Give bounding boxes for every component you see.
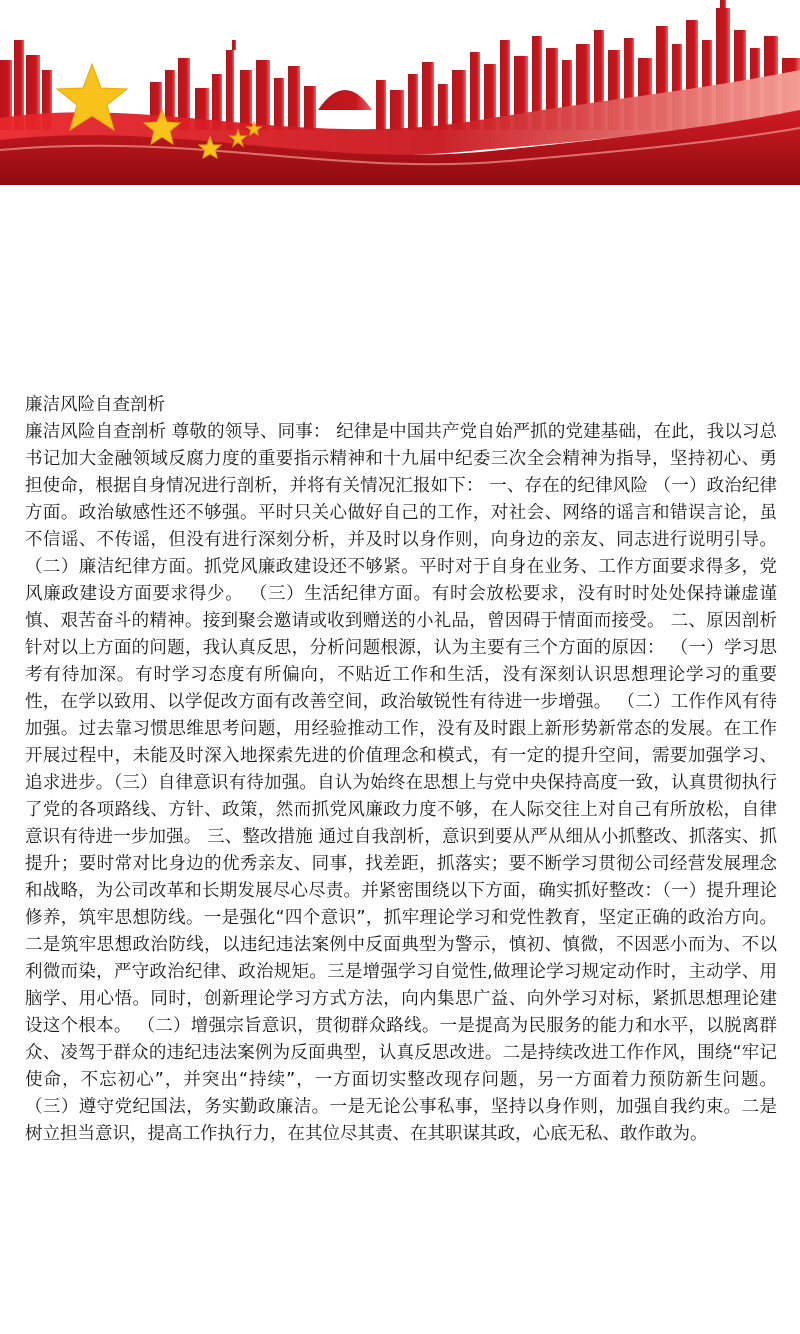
document-title: 廉洁风险自查剖析 xyxy=(25,395,165,415)
header-banner xyxy=(0,0,800,185)
document-content xyxy=(25,392,777,1148)
banner-graphic xyxy=(0,0,800,185)
document-body: 廉洁风险自查剖析 尊敬的领导、同事： 纪律是中国共产党自始严抓的党建基础，在此，我以习总书记加大金融领域反腐力度的重要指示精神和十九届中纪委三次全会精神为指导，坚持初心、勇担使命，根据自身情况进行剖析，并将有关情况汇报如下： 一、存在的纪律风险 （一）政治纪律方面。政治敏感性还不够强。平时只关心做好自己的工作，对社会、网络的谣言和错误言论，虽不信谣、不传谣，但没有进行深刻分析，并及时以身作则，向身边的亲友、同志进行说明引导。 （二）廉洁纪律方面。抓党风廉政建设还不够紧。平时对于自身在业务、工作方面要求得多，党风廉政建设方面要求得少。 （三）生活纪律方面。有时会放松要求，没有时时处处保持谦虚谨慎、艰苦奋斗的精神。接到聚会邀请或收到赠送的小礼品，曾因碍于情面而接受。 二、原因剖析 针对以上方面的问题，我认真反思，分析问题根源，认为主要有三个方面的原因： （一）学习思考有待加深。有时学习态度有所偏向，不贴近工作和生活，没有深刻认识思想理论学习的重要性，在学以致用、以学促改方面有改善空间，政治敏锐性有待进一步增强。 （二）工作作风有待加强。过去靠习惯思维思考问题，用经验推动工作，没有及时跟上新形势新常态的发展。在工作开展过程中，未能及时深入地探索先进的价值理念和模式，有一定的提升空间，需要加强学习、追求进步。（三）自律意识有待加强。自认为始终在思想上与党中央保持高度一致，认真贯彻执行了党的各项路线、方针、政策，然而抓党风廉政力度不够，在人际交往上对自己有所放松，自律意识有待进一步加强。 三、整改措施 通过自我剖析，意识到要从严从细从小抓整改、抓落实、抓提升；要时常对比身边的优秀亲友、同事，找差距，抓落实；要不断学习贯彻公司经营发展理念和战略，为公司改革和长期发展尽心尽责。并紧密围绕以下方面，确实抓好整改：（一）提升理论修养，筑牢思想防线。一是强化“四个意识”，抓牢理论学习和党性教育，坚定正确的政治方向。二是筑牢思想政治防线，以违纪违法案例中反面典型为警示，慎初、慎微，不因恶小而为、不以利微而染，严守政治纪律、政治规矩。三是增强学习自觉性,做理论学习规定动作时，主动学、用脑学、用心悟。同时，创新理论学习方式方法，向内集思广益、向外学习对标，紧抓思想理论建设这个根本。 （二）增强宗旨意识，贯彻群众路线。一是提高为民服务的能力和水平，以脱离群众、凌驾于群众的违纪违法案例为反面典型，认真反思改进。二是持续改进工作作风，围绕“牢记使命，不忘初心”，并突出“持续”，一方面切实整改现存问题，另一方面着力预防新生问题。 （三）遵守党纪国法，务实勤政廉洁。一是无论公事私事，坚持以身作则，加强自我约束。二是树立担当意识，提高工作执行力，在其位尽其责、在其职谋其政，心底无私、敢作敢为。 xyxy=(25,422,777,1144)
